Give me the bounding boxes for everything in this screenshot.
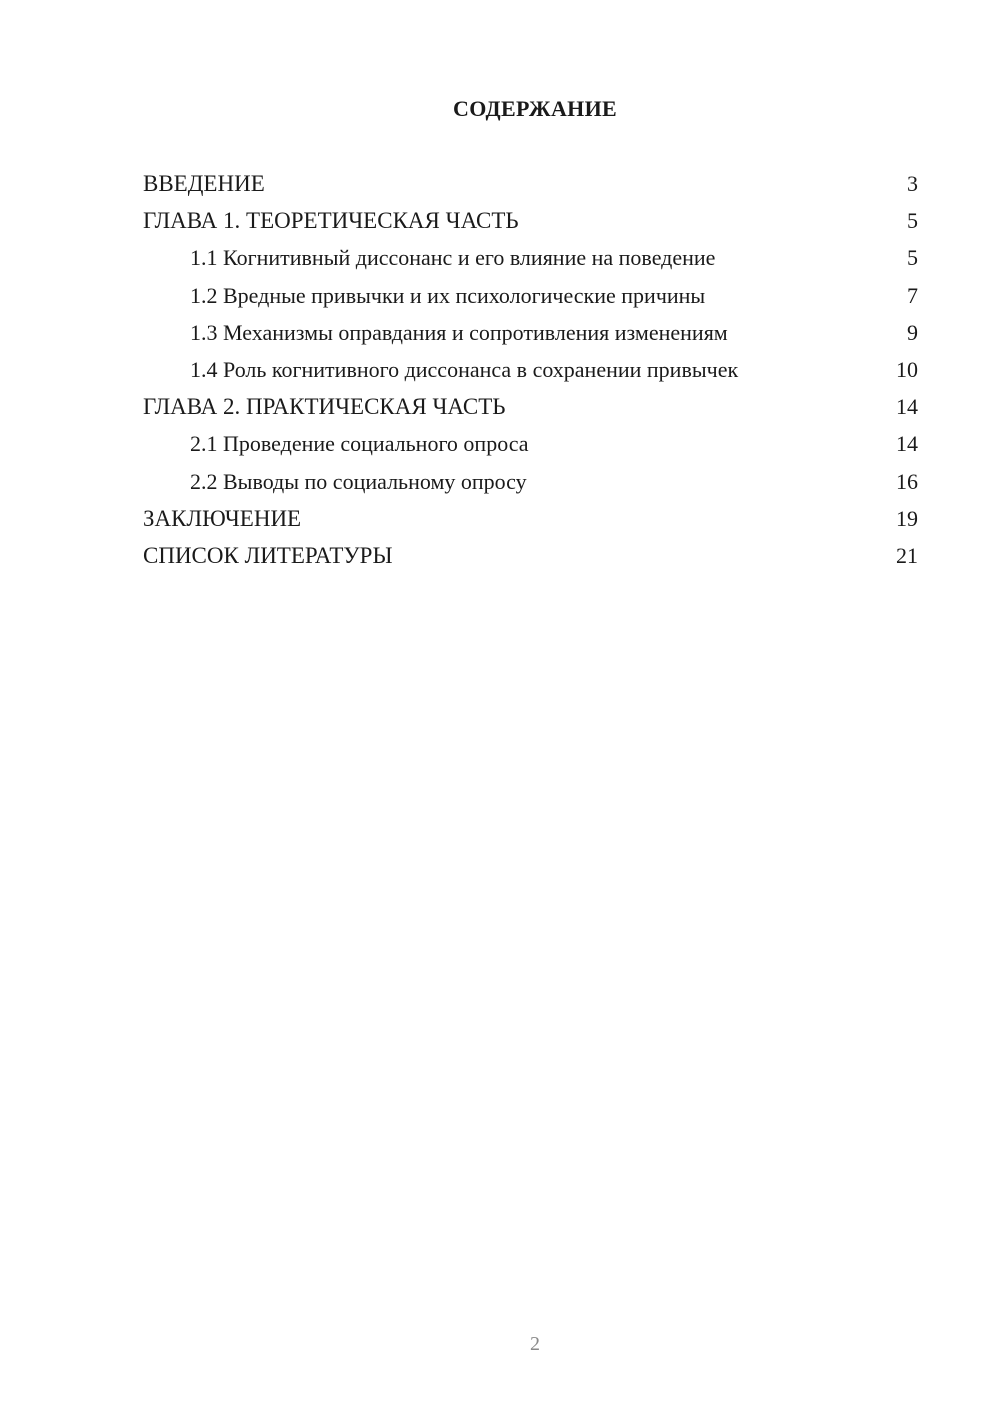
toc-entry-page: 14 bbox=[896, 431, 918, 457]
toc-entry-text: ЗАКЛЮЧЕНИЕ bbox=[143, 505, 302, 531]
toc-entry-text: ВВЕДЕНИЕ bbox=[143, 171, 265, 196]
toc-entry-page: 3 bbox=[907, 171, 918, 196]
toc-entry-page: 16 bbox=[896, 468, 918, 494]
table-of-contents bbox=[143, 165, 918, 574]
toc-entry-section-2-1[interactable] bbox=[143, 425, 918, 462]
toc-entry-text: 1.4 Роль когнитивного диссонанса в сохранении привычек bbox=[190, 356, 739, 382]
toc-entry-section-2-2[interactable] bbox=[143, 463, 918, 500]
toc-entry-text: 2.2 Выводы по социальному опросу bbox=[190, 468, 527, 494]
toc-entry-section-1-2[interactable] bbox=[143, 277, 918, 314]
toc-entry-page: 5 bbox=[907, 245, 918, 271]
toc-entry-page: 10 bbox=[896, 356, 918, 382]
toc-entry-page: 19 bbox=[896, 505, 918, 531]
toc-entry-page: 14 bbox=[896, 394, 918, 420]
toc-entry-page: 5 bbox=[907, 208, 918, 234]
toc-entry-text: ГЛАВА 2. ПРАКТИЧЕСКАЯ ЧАСТЬ bbox=[143, 394, 506, 420]
toc-entry-conclusion[interactable] bbox=[143, 500, 918, 537]
toc-entry-text: 1.1 Когнитивный диссонанс и его влияние на поведение bbox=[190, 245, 716, 271]
toc-entry-chapter-1[interactable] bbox=[143, 202, 918, 239]
toc-entry-section-1-1[interactable] bbox=[143, 239, 918, 276]
toc-entry-references[interactable] bbox=[143, 537, 918, 574]
toc-entry-text: ГЛАВА 1. ТЕОРЕТИЧЕСКАЯ ЧАСТЬ bbox=[143, 208, 519, 234]
toc-entry-text: 1.3 Механизмы оправдания и сопротивления изменениям bbox=[190, 319, 728, 345]
toc-entry-text: СПИСОК ЛИТЕРАТУРЫ bbox=[143, 542, 393, 568]
toc-entry-page: 21 bbox=[896, 542, 918, 568]
toc-title: СОДЕРЖАНИЕ bbox=[453, 96, 617, 121]
toc-entry-text: 1.2 Вредные привычки и их психологические причины bbox=[190, 282, 706, 308]
toc-entry-page: 9 bbox=[907, 319, 918, 345]
toc-entry-introduction[interactable] bbox=[143, 165, 918, 202]
toc-entry-section-1-3[interactable] bbox=[143, 314, 918, 351]
toc-entry-page: 7 bbox=[907, 282, 918, 308]
toc-entry-section-1-4[interactable] bbox=[143, 351, 918, 388]
page-number: 2 bbox=[530, 1333, 540, 1355]
toc-entry-text: 2.1 Проведение социального опроса bbox=[190, 431, 529, 457]
toc-entry-chapter-2[interactable] bbox=[143, 388, 918, 425]
